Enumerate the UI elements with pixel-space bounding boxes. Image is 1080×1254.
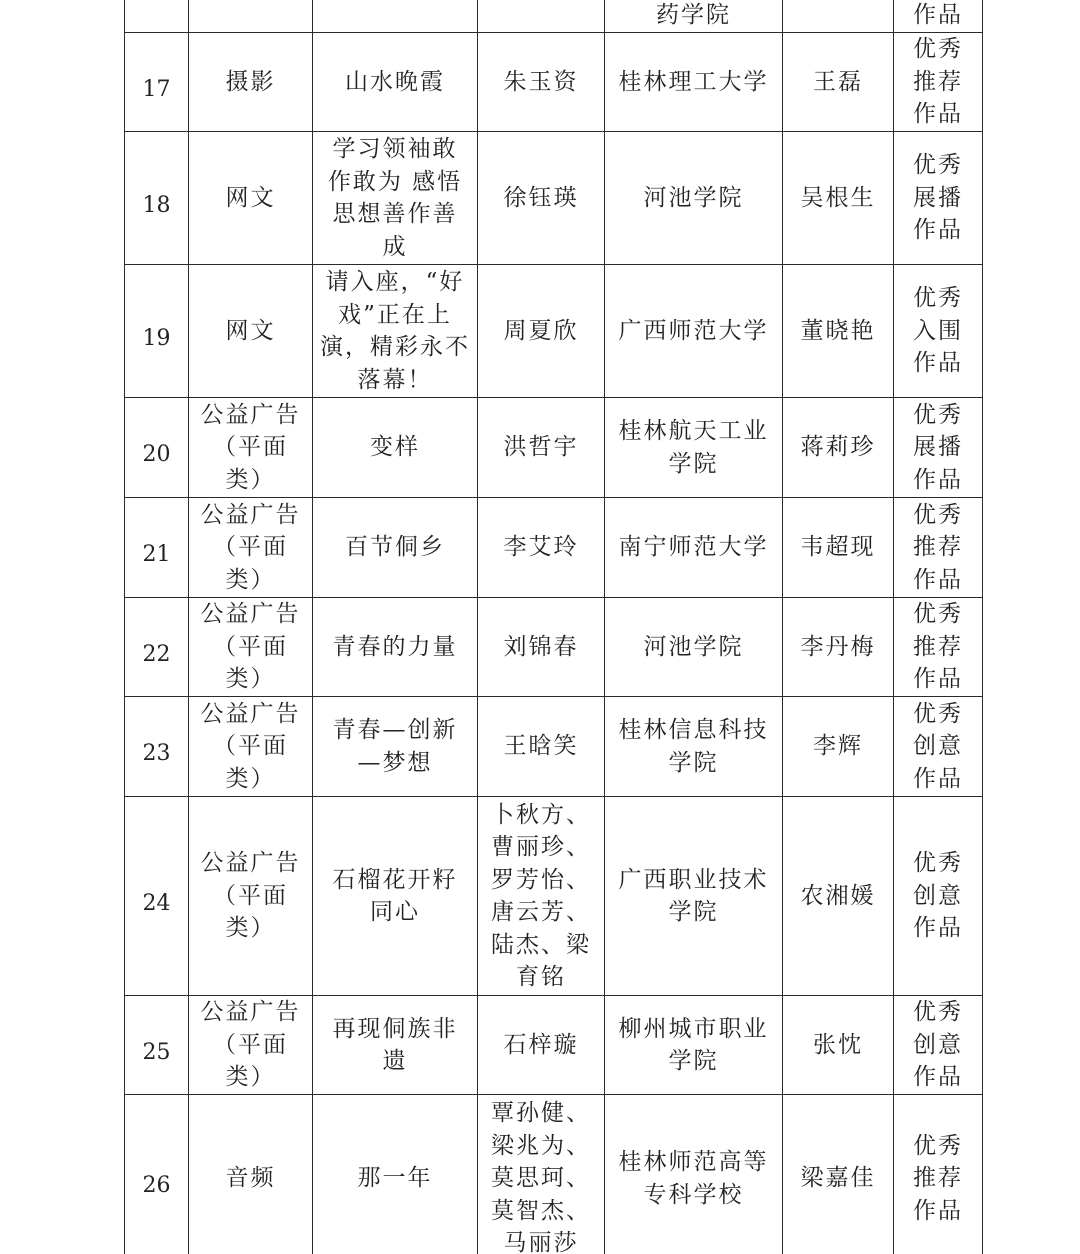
title-cell	[313, 797, 478, 996]
teacher-cell	[783, 697, 894, 797]
award-cell	[894, 265, 983, 398]
cell-line: 推荐	[913, 68, 963, 95]
cell-line: 学习领袖敢	[332, 136, 458, 162]
entry-number-cell: 17	[125, 33, 189, 132]
cell-line: 公益广告	[200, 401, 301, 428]
cell-line: （平面	[213, 534, 288, 561]
cell-line: 网文	[225, 317, 276, 344]
category-cell	[189, 265, 313, 398]
cell-line: 优秀	[913, 152, 963, 179]
cell-line: 河池学院	[643, 184, 744, 211]
entry-number-cell: 18	[125, 132, 189, 265]
cell-line: 石梓璇	[503, 1031, 579, 1058]
cell-line: —梦想	[357, 749, 433, 776]
author-cell	[478, 398, 605, 498]
cell-line: 学院	[668, 450, 719, 477]
cell-line: 专科学校	[643, 1181, 744, 1208]
cell-line: 曹丽珍、	[491, 834, 591, 860]
cell-line: 网文	[225, 184, 276, 211]
cell-line: 张忱	[813, 1031, 863, 1058]
cell-line: 王晗笑	[503, 733, 579, 760]
cell-line: 作品	[913, 101, 963, 128]
school-cell	[605, 0, 783, 33]
cell-line: 公益广告	[200, 700, 301, 727]
cell-line: 学院	[668, 1048, 719, 1074]
cell-line: 卜秋方、	[491, 801, 591, 828]
category-cell	[189, 132, 313, 265]
teacher-cell	[783, 797, 894, 996]
table-row	[125, 33, 983, 132]
title-cell	[313, 996, 478, 1095]
category-cell	[189, 697, 313, 797]
entry-number-cell: 19	[125, 265, 189, 398]
cell-line: 类）	[225, 765, 276, 792]
teacher-cell	[783, 1095, 894, 1254]
cell-line: 朱玉资	[503, 68, 579, 95]
title-cell	[313, 398, 478, 498]
cell-line: 优秀	[913, 1132, 963, 1159]
cell-line: 青春的力量	[332, 633, 458, 660]
category-cell	[189, 0, 313, 33]
cell-line: 李丹梅	[800, 633, 876, 660]
cell-line: （平面	[213, 434, 288, 461]
cell-line: 类）	[225, 566, 276, 593]
cell-line: 梁兆为、	[491, 1132, 591, 1159]
cell-line: 作敢为 感悟	[327, 168, 463, 195]
cell-line: 作品	[913, 1197, 963, 1224]
table-body	[125, 0, 983, 1254]
author-cell	[478, 498, 605, 598]
cell-line: 吴根生	[800, 184, 876, 211]
cell-line: 梁嘉佳	[800, 1165, 876, 1192]
cell-line: 作品	[913, 915, 963, 942]
title-cell	[313, 498, 478, 598]
cell-line: 创意	[913, 733, 963, 760]
table-row	[125, 132, 983, 265]
cell-line: 唐云芳、	[491, 899, 591, 925]
entry-number-cell: 20	[125, 398, 189, 498]
cell-line: 韦超现	[800, 534, 876, 561]
cell-line: 青春—创新	[332, 717, 458, 743]
category-cell	[189, 996, 313, 1095]
school-cell	[605, 697, 783, 797]
cell-line: （平面	[213, 733, 288, 760]
cell-line: （平面	[213, 1031, 288, 1058]
cell-line: （平面	[213, 882, 288, 909]
award-cell	[894, 996, 983, 1095]
teacher-cell	[783, 598, 894, 697]
cell-line: 类）	[225, 915, 276, 942]
cell-line: 创意	[913, 1031, 963, 1058]
category-cell	[189, 33, 313, 132]
teacher-cell	[783, 398, 894, 498]
cell-line: 遗	[382, 1048, 408, 1074]
title-cell	[313, 265, 478, 398]
cell-line: 莫思珂、	[491, 1165, 591, 1192]
cell-line: 创意	[913, 882, 963, 909]
cell-line: 南宁师范大学	[618, 534, 769, 561]
cell-line: 类）	[225, 666, 276, 693]
author-cell	[478, 265, 605, 398]
award-cell	[894, 598, 983, 697]
teacher-cell	[783, 33, 894, 132]
award-cell	[894, 0, 983, 33]
cell-line: 优秀	[913, 36, 963, 63]
table-row	[125, 697, 983, 797]
author-cell	[478, 132, 605, 265]
cell-line: 广西职业技术	[618, 866, 769, 893]
cell-line: 摄影	[225, 68, 276, 95]
cell-line: 蒋莉珍	[800, 434, 876, 461]
entry-number-cell: 23	[125, 697, 189, 797]
award-cell	[894, 797, 983, 996]
cell-line: 罗芳怡、	[491, 866, 591, 893]
cell-line: 刘锦春	[503, 633, 579, 660]
award-cell	[894, 498, 983, 598]
cell-line: 展播	[913, 184, 963, 211]
table-row	[125, 1095, 983, 1254]
teacher-cell	[783, 0, 894, 33]
cell-line: 周夏欣	[503, 317, 579, 344]
cell-line: 作品	[913, 765, 963, 792]
cell-line: 公益广告	[200, 999, 301, 1026]
school-cell	[605, 498, 783, 598]
teacher-cell	[783, 498, 894, 598]
teacher-cell	[783, 265, 894, 398]
school-cell	[605, 797, 783, 996]
cell-line: 药学院	[656, 2, 731, 29]
title-cell	[313, 697, 478, 797]
cell-line: 作品	[913, 2, 963, 29]
cell-line: 河池学院	[643, 633, 744, 660]
cell-line: 优秀	[913, 401, 963, 428]
entry-number-cell: 26	[125, 1095, 189, 1254]
cell-line: 类）	[225, 466, 276, 493]
table-row	[125, 265, 983, 398]
cell-line: 优秀	[913, 700, 963, 727]
award-cell	[894, 33, 983, 132]
cell-line: 成	[382, 233, 408, 260]
school-cell	[605, 265, 783, 398]
cell-line: 音频	[225, 1165, 276, 1192]
school-cell	[605, 1095, 783, 1254]
cell-line: 百节侗乡	[345, 534, 445, 561]
cell-line: 同心	[370, 899, 420, 925]
teacher-cell	[783, 996, 894, 1095]
cell-line: 展播	[913, 434, 963, 461]
cell-line: 徐钰瑛	[503, 184, 579, 211]
award-cell	[894, 398, 983, 498]
cell-line: 优秀	[913, 285, 963, 312]
cell-line: 公益广告	[200, 601, 301, 628]
cell-line: 优秀	[913, 999, 963, 1026]
cell-line: 思想善作善	[332, 201, 458, 227]
cell-line: 桂林师范高等	[618, 1149, 769, 1175]
entry-number-cell	[125, 0, 189, 33]
cell-line: 李辉	[813, 733, 863, 760]
cell-line: 作品	[913, 666, 963, 693]
award-cell	[894, 1095, 983, 1254]
award-cell	[894, 132, 983, 265]
cell-line: 学院	[668, 899, 719, 925]
cell-line: 推荐	[913, 633, 963, 660]
school-cell	[605, 996, 783, 1095]
cell-line: 洪哲宇	[503, 434, 579, 461]
cell-line: 作品	[913, 350, 963, 377]
cell-line: 董晓艳	[800, 317, 876, 344]
award-cell	[894, 697, 983, 797]
table-row	[125, 598, 983, 697]
title-cell	[313, 0, 478, 33]
cell-line: 作品	[913, 566, 963, 593]
cell-line: 公益广告	[200, 501, 301, 528]
cell-line: 再现侗族非	[332, 1015, 458, 1042]
cell-line: 桂林理工大学	[618, 68, 769, 95]
cell-line: 莫智杰、	[491, 1197, 591, 1224]
school-cell	[605, 598, 783, 697]
cell-line: 山水晚霞	[345, 68, 445, 95]
cell-line: 公益广告	[200, 850, 301, 877]
title-cell	[313, 33, 478, 132]
author-cell	[478, 33, 605, 132]
cell-line: 作品	[913, 1064, 963, 1091]
category-cell	[189, 598, 313, 697]
cell-line: 推荐	[913, 534, 963, 561]
entry-number-cell: 21	[125, 498, 189, 598]
author-cell	[478, 1095, 605, 1254]
cell-line: 请入座，“好	[325, 269, 465, 295]
cell-line: 优秀	[913, 501, 963, 528]
author-cell	[478, 996, 605, 1095]
cell-line: 类）	[225, 1064, 276, 1091]
title-cell	[313, 1095, 478, 1254]
cell-line: 农湘媛	[800, 882, 876, 909]
school-cell	[605, 398, 783, 498]
cell-line: 桂林航天工业	[618, 418, 769, 444]
cell-line: 落幕！	[357, 366, 433, 393]
cell-line: 桂林信息科技	[618, 717, 769, 743]
cell-line: 优秀	[913, 601, 963, 628]
author-cell	[478, 0, 605, 33]
cell-line: 广西师范大学	[618, 317, 769, 344]
cell-line: 育铭	[516, 964, 566, 990]
cell-line: 入围	[913, 317, 963, 344]
school-cell	[605, 33, 783, 132]
teacher-cell	[783, 132, 894, 265]
category-cell	[189, 1095, 313, 1254]
table-row	[125, 398, 983, 498]
cell-line: 作品	[913, 217, 963, 244]
cell-line: 戏”正在上	[338, 301, 452, 328]
cell-line: 演，精彩永不	[320, 334, 470, 360]
author-cell	[478, 797, 605, 996]
cell-line: 学院	[668, 749, 719, 776]
cell-line: 石榴花开籽	[332, 866, 458, 893]
category-cell	[189, 398, 313, 498]
cell-line: 覃孙健、	[491, 1100, 591, 1127]
entry-number-cell: 25	[125, 996, 189, 1095]
school-cell	[605, 132, 783, 265]
title-cell	[313, 598, 478, 697]
category-cell	[189, 498, 313, 598]
awards-table	[124, 0, 983, 1254]
cell-line: 作品	[913, 466, 963, 493]
table-row	[125, 498, 983, 598]
cell-line: 李艾玲	[503, 534, 579, 561]
table-row	[125, 797, 983, 996]
cell-line: 那一年	[357, 1165, 433, 1192]
category-cell	[189, 797, 313, 996]
entry-number-cell: 24	[125, 797, 189, 996]
cell-line: 王磊	[813, 68, 863, 95]
author-cell	[478, 598, 605, 697]
cell-line: 推荐	[913, 1165, 963, 1192]
cell-line: 马丽莎	[503, 1230, 579, 1254]
cell-line: 优秀	[913, 850, 963, 877]
cell-line: 柳州城市职业	[618, 1015, 769, 1042]
title-cell	[313, 132, 478, 265]
author-cell	[478, 697, 605, 797]
table-row	[125, 0, 983, 33]
cell-line: 陆杰、梁	[491, 931, 591, 958]
cell-line: （平面	[213, 633, 288, 660]
cell-line: 变样	[370, 434, 420, 461]
entry-number-cell: 22	[125, 598, 189, 697]
table-row	[125, 996, 983, 1095]
